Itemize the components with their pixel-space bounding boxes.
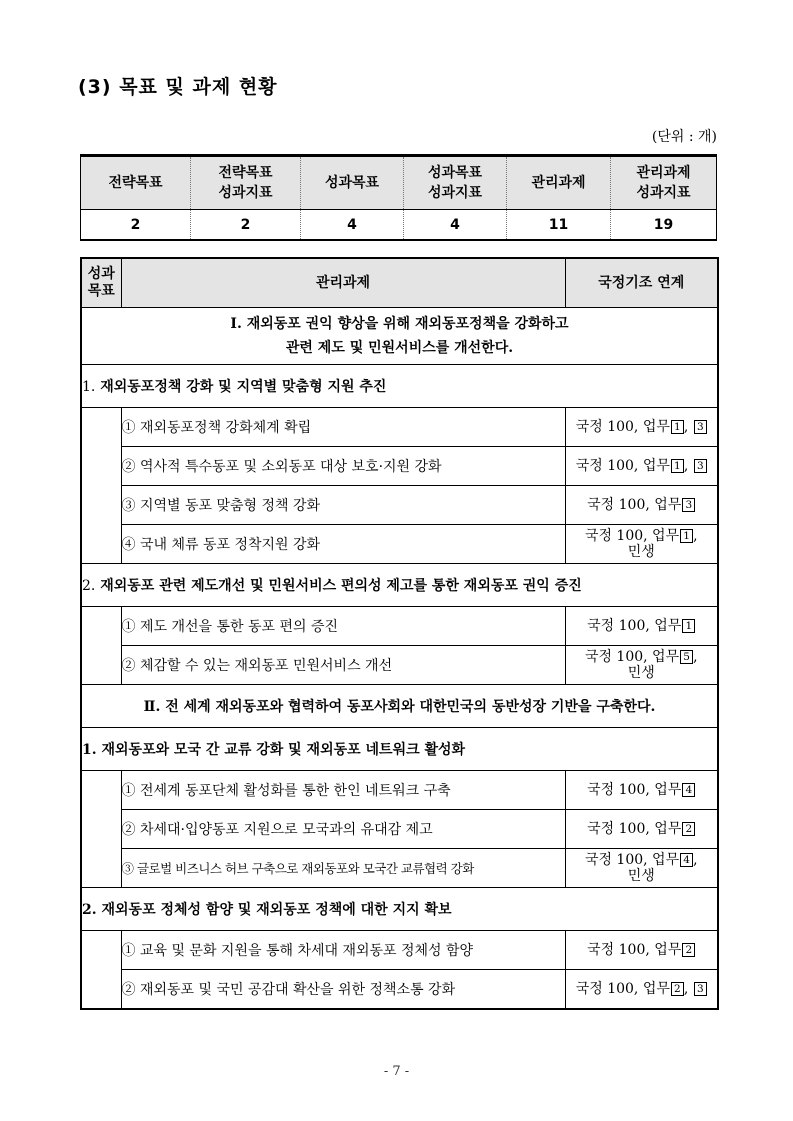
task-cell (121, 408, 565, 447)
work-number-box: 2 (682, 822, 695, 836)
objective-text: 재외동포와 모국 간 교류 강화 및 재외동포 네트워크 활성화 (101, 742, 466, 758)
task-row (81, 525, 718, 564)
policy-link-text: 국정 100, 업무 (587, 782, 682, 798)
policy-link-cell (565, 447, 718, 486)
box-separator: , (683, 458, 693, 474)
policy-link-text: 국정 100, 업무 (575, 458, 670, 474)
summary-value-cell: 2 (191, 210, 301, 241)
policy-link-text: 국정 100, 업무 (575, 419, 670, 435)
box-separator: , (683, 419, 693, 435)
policy-link-cell (565, 646, 718, 685)
task-cell (121, 607, 565, 646)
task-row (81, 646, 718, 685)
work-number-box: 5 (680, 650, 693, 664)
performance-objective (81, 365, 718, 408)
policy-link-cell (565, 525, 718, 564)
summary-table (80, 154, 717, 241)
policy-link-suffix: 민생 (627, 868, 655, 884)
strategic-goal: Ⅰ. 재외동포 권익 향상을 위해 재외동포정책을 강화하고 관련 제도 및 민원서비스를 개선한다. (81, 308, 718, 365)
objective-blank-cell (81, 931, 121, 1010)
policy-link-cell (565, 970, 718, 1010)
task-cell (121, 525, 565, 564)
objective-text: 재외동포 관련 제도개선 및 민원서비스 편의성 제고를 통한 재외동포 권익 증진 (100, 578, 582, 594)
task-cell (121, 849, 565, 888)
objective-number: 2. (82, 902, 97, 918)
summary-header-cell: 전략목표 성과지표 (191, 156, 301, 210)
policy-link-suffix: 민생 (627, 665, 655, 681)
header-task: 관리과제 (121, 258, 565, 308)
summary-value-cell: 4 (301, 210, 404, 241)
section-title: (3) 목표 및 과제 현황 (78, 76, 278, 98)
task-text: ① 교육 및 문화 지원을 통해 차세대 재외동포 정체성 함양 (121, 943, 474, 959)
summary-header-row (81, 156, 717, 210)
work-number-box: 3 (694, 459, 707, 473)
policy-link-cell (565, 849, 718, 888)
summary-value-cell: 19 (611, 210, 717, 241)
work-number-box: 1 (682, 619, 695, 633)
strategic-goal-row (81, 685, 718, 728)
work-number-box: 4 (682, 783, 695, 797)
objective-blank-cell (81, 408, 121, 564)
policy-link-text: 국정 100, 업무 (587, 618, 682, 634)
summary-header-cell: 관리과제 성과지표 (611, 156, 717, 210)
objective-number: 1. (82, 742, 97, 758)
summary-value-cell: 4 (404, 210, 507, 241)
policy-link-cell (565, 408, 718, 447)
summary-header-cell: 관리과제 (507, 156, 611, 210)
policy-link-cell (565, 931, 718, 970)
performance-objective-row (81, 888, 718, 931)
work-number-box: 3 (694, 982, 707, 996)
task-row (81, 607, 718, 646)
task-row (81, 931, 718, 970)
suffix-separator: , (693, 852, 698, 868)
policy-link-cell (565, 486, 718, 525)
task-cell (121, 970, 565, 1010)
objective-text: 재외동포 정체성 함양 및 재외동포 정책에 대한 지지 확보 (101, 902, 452, 918)
task-text: ② 역사적 특수동포 및 소외동포 대상 보호·지원 강화 (121, 459, 442, 475)
task-text: ① 제도 개선을 통한 동포 편의 증진 (121, 619, 339, 635)
page-number: - 7 - (383, 1064, 410, 1079)
policy-link-text: 국정 100, 업무 (587, 942, 682, 958)
task-text: ② 체감할 수 있는 재외동포 민원서비스 개선 (121, 658, 393, 674)
work-number-box: 3 (682, 498, 695, 512)
work-number-box: 1 (671, 420, 684, 434)
task-cell (121, 771, 565, 810)
task-row (81, 486, 718, 525)
policy-link-suffix: 민생 (627, 544, 655, 560)
objective-number: 2. (82, 578, 96, 594)
task-row (81, 849, 718, 888)
task-cell (121, 486, 565, 525)
header-goal: 성과 목표 (81, 258, 121, 308)
task-cell (121, 931, 565, 970)
summary-header-cell: 성과목표 (301, 156, 404, 210)
work-number-box: 4 (680, 853, 693, 867)
summary-value-cell: 2 (81, 210, 191, 241)
task-cell (121, 447, 565, 486)
policy-link-text: 국정 100, 업무 (575, 981, 670, 997)
task-text: ④ 국내 체류 동포 정착지원 강화 (121, 537, 321, 553)
summary-header-cell: 전략목표 (81, 156, 191, 210)
header-link: 국정기조 연계 (565, 258, 718, 308)
policy-link-text: 국정 100, 업무 (584, 528, 680, 544)
work-number-box: 2 (671, 982, 684, 996)
performance-objective (81, 564, 718, 607)
summary-header-cell: 성과목표 성과지표 (404, 156, 507, 210)
policy-link-cell (565, 771, 718, 810)
performance-objective (81, 728, 718, 771)
work-number-box: 2 (682, 943, 695, 957)
policy-link-text: 국정 100, 업무 (584, 649, 680, 665)
task-cell (121, 810, 565, 849)
work-number-box: 3 (694, 420, 707, 434)
performance-objective (81, 888, 718, 931)
strategic-goal: Ⅱ. 전 세계 재외동포와 협력하여 동포사회와 대한민국의 동반성장 기반을 구축한다. (81, 685, 718, 728)
suffix-separator: , (693, 528, 698, 544)
work-number-box: 1 (680, 529, 693, 543)
task-text: ② 차세대·입양동포 지원으로 모국과의 유대감 제고 (121, 822, 433, 838)
task-cell (121, 646, 565, 685)
performance-objective-row (81, 728, 718, 771)
performance-objective-row (81, 564, 718, 607)
policy-link-text: 국정 100, 업무 (584, 852, 680, 868)
work-number-box: 1 (671, 459, 684, 473)
objective-number: 1. (82, 379, 96, 395)
policy-link-text: 국정 100, 업무 (587, 821, 682, 837)
objective-blank-cell (81, 771, 121, 888)
task-text: ① 전세계 동포단체 활성화를 통한 한인 네트워크 구축 (121, 783, 451, 799)
performance-objective-row (81, 365, 718, 408)
strategic-goal-row (81, 308, 718, 365)
task-text: ② 재외동포 및 국민 공감대 확산을 위한 정책소통 강화 (121, 982, 456, 998)
task-row (81, 771, 718, 810)
task-row (81, 810, 718, 849)
task-table (80, 257, 719, 1010)
objective-blank-cell (81, 607, 121, 685)
unit-note: (단위 : 개) (651, 129, 717, 145)
task-row (81, 447, 718, 486)
task-text: ③ 글로벌 비즈니스 허브 구축으로 재외동포와 모국간 교류협력 강화 (121, 861, 474, 876)
task-text: ③ 지역별 동포 맞춤형 정책 강화 (121, 498, 321, 514)
task-row (81, 970, 718, 1010)
summary-value-row (81, 210, 717, 241)
summary-value-cell: 11 (507, 210, 611, 241)
box-separator: , (683, 981, 693, 997)
task-text: ① 재외동포정책 강화체계 확립 (121, 420, 312, 436)
policy-link-cell (565, 810, 718, 849)
task-table-header (81, 258, 718, 308)
task-row (81, 408, 718, 447)
suffix-separator: , (693, 649, 698, 665)
objective-text: 재외동포정책 강화 및 지역별 맞춤형 지원 추진 (100, 379, 387, 395)
policy-link-cell (565, 607, 718, 646)
policy-link-text: 국정 100, 업무 (587, 497, 682, 513)
